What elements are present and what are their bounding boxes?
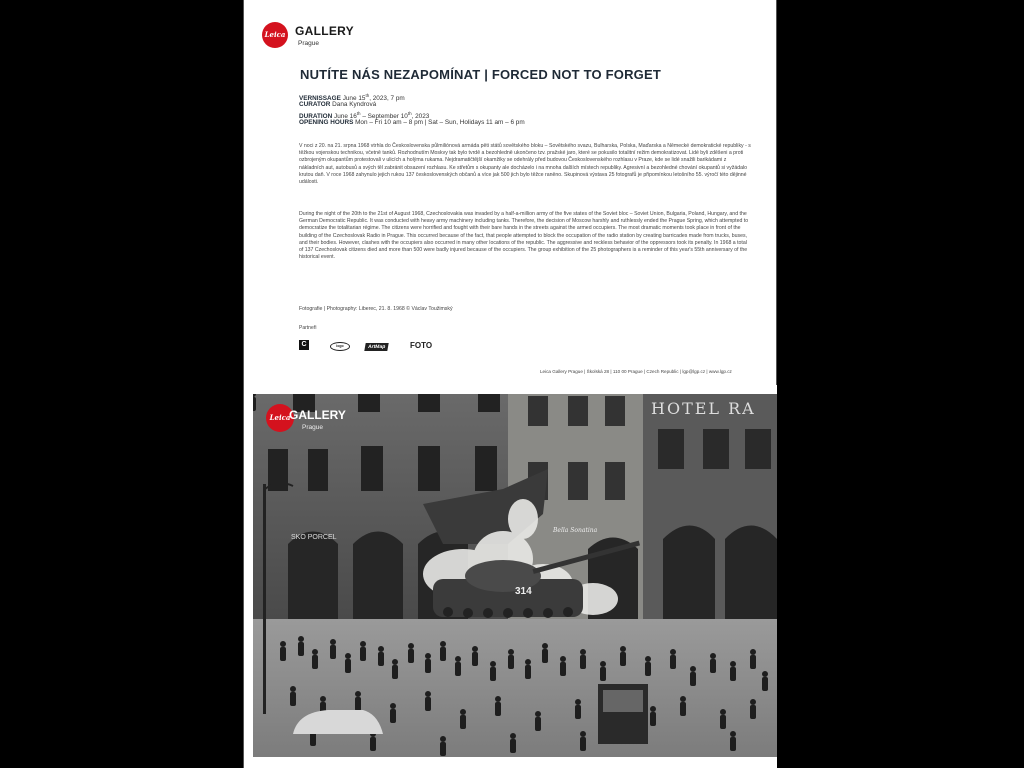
description-czech: V noci z 20. na 21. srpna 1968 vtrhla do Československa půlmiliónová armáda pěti států sovětského bloku – Sovětského svazu, Bulharska, Polska, Maďarska a Německé demokratické republiky - s těžkou vojenskou technikou, včetně tanků. Rozhodnutím Moskvy tak bylo tvrdě a bezohledně ukončeno tzv. pražské jaro, které se pokusilo totalitní režim demokratizovat. Lidé byli zděšeni a proti ozbrojeným okupantům protestovali v ulicích a holýma rukama. Nejdramatičtější okamžiky se odehrály před budovou Československého rozhlasu v Praze, kde se lidé snažili barikádami z nákladních aut, autobusů a svých těl zabránit obsazení rozhlasu. Ke střetům s okupanty ale docházelo i na mnoha dalších místech republiky. Agresivní a bezohledné chování okupantů si vyžádalo krutou daň. V roce 1968 zahynulo jejich rukou 137 československých občanů a více jak 500 jich bylo těžce raněno. Skupinová výstava 25 fotografů je připomínkou letošního 55. výročí této dějinné události. [299, 143, 751, 186]
photo-gallery-city: Prague [302, 424, 323, 431]
duration-start: June 16 [334, 113, 357, 121]
vernissage-sup: th [365, 93, 370, 98]
vernissage-date: June 15 [342, 95, 366, 103]
partner-c-mark: C [299, 340, 309, 350]
photo-credit: Fotografie | Photography: Liberec, 21. 8. 1968 © Václav Toužimský [299, 306, 453, 312]
duration-label: DURATION [299, 113, 333, 121]
photo-leica-logo: Leica [266, 404, 294, 432]
partner-artmap-mark: ArtMap [364, 343, 389, 351]
opening-hours-label: OPENING HOURS [299, 119, 354, 126]
leica-logo: Leica [262, 22, 288, 48]
curator-value: Dana Kyndrová [332, 101, 377, 108]
photo-scene [253, 394, 777, 757]
curator-line [299, 101, 376, 109]
gallery-city: Prague [298, 40, 319, 47]
page-edge-left [243, 0, 244, 768]
curator-label: CURATOR [299, 101, 331, 108]
partners-label: Partneři [299, 325, 317, 331]
description-english: During the night of the 20th to the 21st of August 1968, Czechoslovakia was invaded by a half-a-million army of the five states of the Soviet bloc – Soviet Union, Bulgaria, Poland, Hungary, and the German Democratic Republic. It was conducted with heavy army machinery including tanks. Therefore, the decision of Moscow harshly and ruthlessly ended the Prague Spring, which attempted to democratize the totalitarian régime. The citizens were horrified and fought with their bare hands in the streets against the armed occupiers. The most dramatic moments took place in front of the building of the Czechoslovak Radio in Prague. This occurred because of the fact, that people attempted to block the occupation of the radio station by creating barricades made from trucks, buses, and their bodies. However, clashes with the occupiers also occurred in many other locations of the republic. The aggressive and reckless behavior of the oppressors took its penalty. In 1968 a total of 137 Czechoslovak citizens died and more than 500 were badly injured because of the occupiers. The group exhibition of the 25 photographers is a reminder of this year's 55th anniversary of the historical event. [299, 211, 749, 261]
vernissage-label: VERNISSAGE [299, 95, 341, 103]
partner-2-mark: logo [330, 342, 350, 351]
page-edge-right [776, 0, 777, 385]
tank-number: 314 [515, 586, 532, 597]
partner-foto-logo: FOTO [410, 341, 433, 350]
duration-year: , 2023 [411, 113, 430, 121]
shop-sign: SKO PORCEL [291, 534, 337, 541]
hotel-sign: HOTEL RA [651, 399, 756, 418]
opening-hours-line [299, 119, 525, 127]
duration-sup-b: th [407, 111, 412, 116]
duration-end: – September 10 [360, 113, 408, 121]
lamp-post [263, 484, 266, 714]
exhibition-title: NUTÍTE NÁS NEZAPOMÍNAT | FORCED NOT TO FORGET [300, 67, 661, 82]
duration-sup-a: th [356, 111, 361, 116]
partner-czechtourism-logo [299, 340, 309, 350]
cafe-sign: Bella Sonatina [553, 527, 598, 534]
vernissage-time: , 2023, 7 pm [369, 95, 405, 103]
opening-hours-value: Mon – Fri 10 am – 8 pm | Sat – Sun, Holidays 11 am – 6 pm [355, 119, 525, 126]
footer-address: Leica Gallery Prague | Školská 28 | 110 00 Prague | Czech Republic | lgp@lgp.cz | www.lgp.cz [540, 369, 732, 374]
historical-photo [253, 394, 777, 757]
partner-artmap-logo [365, 343, 388, 351]
gallery-name: GALLERY [295, 24, 354, 38]
partner-2-logo [330, 342, 350, 351]
photo-gallery-name: GALLERY [289, 408, 346, 422]
